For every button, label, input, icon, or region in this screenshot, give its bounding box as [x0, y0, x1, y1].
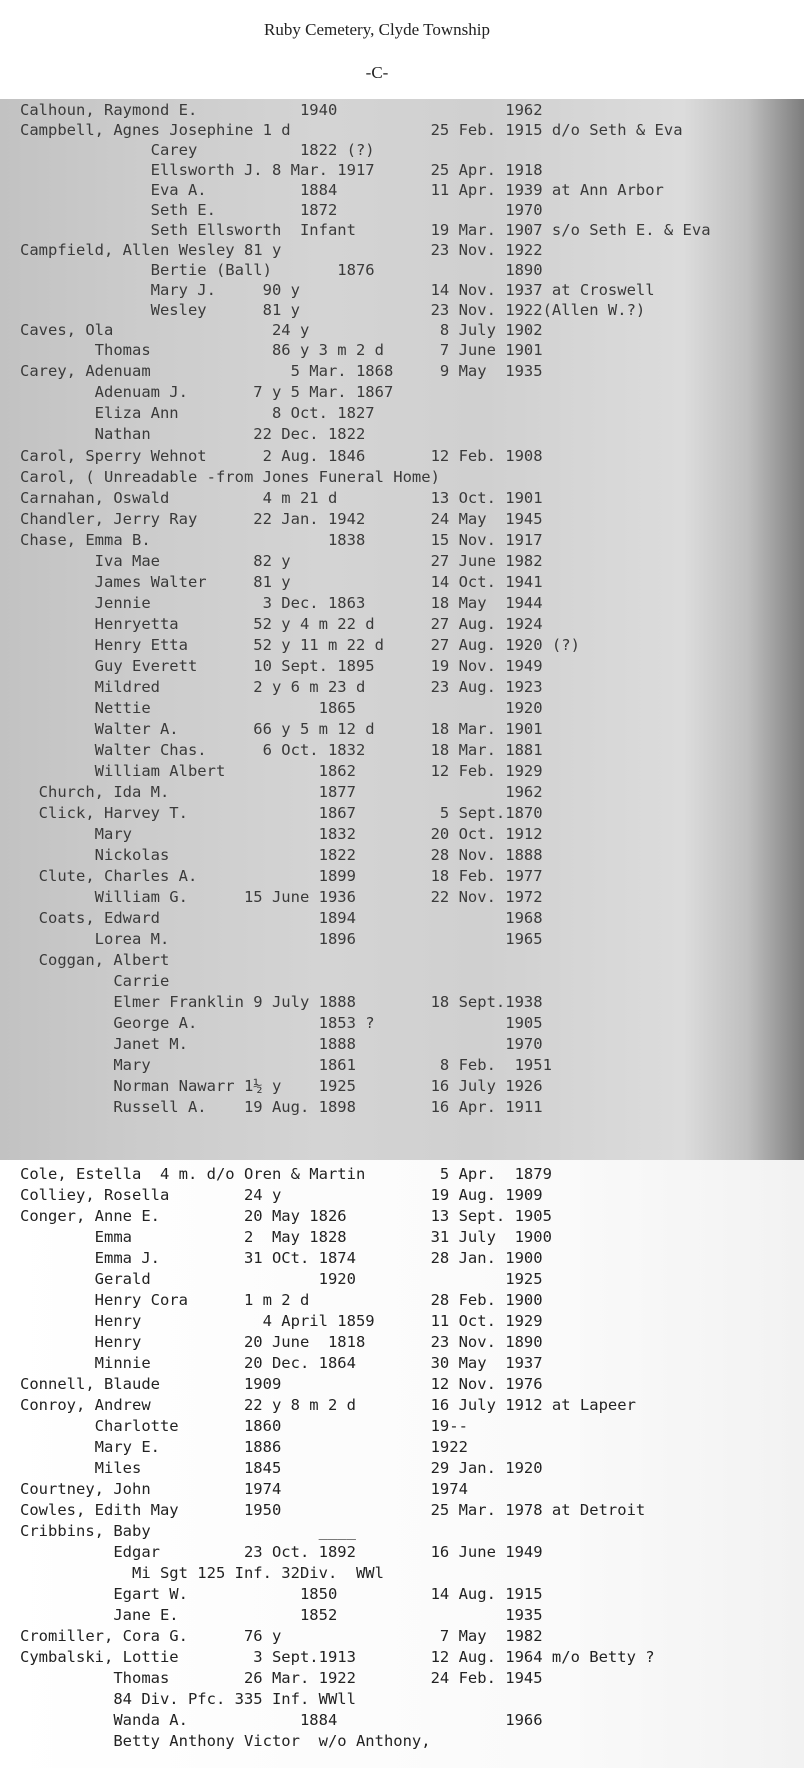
- record-line: Iva Mae 82 y 27 June 1982: [20, 552, 543, 570]
- page-title: Ruby Cemetery, Clyde Township: [264, 20, 490, 39]
- record-line: Wanda A. 1884 1966: [20, 1711, 543, 1729]
- record-line: Thomas 86 y 3 m 2 d 7 June 1901: [20, 341, 543, 359]
- record-line: Cymbalski, Lottie 3 Sept.1913 12 Aug. 1964 m/o Betty ?: [20, 1648, 655, 1666]
- record-line: Carrie: [20, 972, 170, 990]
- record-line: Charlotte 1860 19--: [20, 1417, 468, 1435]
- record-line: Carol, Sperry Wehnot 2 Aug. 1846 12 Feb. 1908: [20, 447, 543, 465]
- record-line: Russell A. 19 Aug. 1898 16 Apr. 1911: [20, 1098, 543, 1116]
- record-line: Jennie 3 Dec. 1863 18 May 1944: [20, 594, 543, 612]
- record-line: Gerald 1920 1925: [20, 1270, 543, 1288]
- record-line: Nettie 1865 1920: [20, 699, 543, 717]
- record-line: Nickolas 1822 28 Nov. 1888: [20, 846, 543, 864]
- record-line: Emma J. 31 OCt. 1874 28 Jan. 1900: [20, 1249, 543, 1267]
- scanned-list-block-upper: [0, 99, 804, 1160]
- record-line: Mi Sgt 125 Inf. 32Div. WWl: [20, 1564, 384, 1582]
- record-line: Cowles, Edith May 1950 25 Mar. 1978 at Detroit: [20, 1501, 646, 1519]
- record-line: Egart W. 1850 14 Aug. 1915: [20, 1585, 543, 1603]
- record-line: 84 Div. Pfc. 335 Inf. WWll: [20, 1690, 356, 1708]
- record-line: Henry Cora 1 m 2 d 28 Feb. 1900: [20, 1291, 543, 1309]
- record-line: Henryetta 52 y 4 m 22 d 27 Aug. 1924: [20, 615, 543, 633]
- record-line: Norman Nawarr 1½ y 1925 16 July 1926: [20, 1077, 543, 1095]
- record-line: Mary 1861 8 Feb. 1951: [20, 1056, 552, 1074]
- record-line: Campfield, Allen Wesley 81 y 23 Nov. 1922: [20, 241, 543, 259]
- record-line: Conger, Anne E. 20 May 1826 13 Sept. 1905: [20, 1207, 552, 1225]
- record-line: Bertie (Ball) 1876 1890: [20, 261, 543, 279]
- record-line: Henry 20 June 1818 23 Nov. 1890: [20, 1333, 543, 1351]
- record-line: Mary 1832 20 Oct. 1912: [20, 825, 543, 843]
- record-line: Ellsworth J. 8 Mar. 1917 25 Apr. 1918: [20, 161, 543, 179]
- record-line: Colliey, Rosella 24 y 19 Aug. 1909: [20, 1186, 543, 1204]
- record-line: Miles 1845 29 Jan. 1920: [20, 1459, 543, 1477]
- record-line: Courtney, John 1974 1974: [20, 1480, 468, 1498]
- record-line: Carey, Adenuam 5 Mar. 1868 9 May 1935: [20, 362, 543, 380]
- record-line: Elmer Franklin 9 July 1888 18 Sept.1938: [20, 993, 543, 1011]
- record-line: Conroy, Andrew 22 y 8 m 2 d 16 July 1912 at Lapeer: [20, 1396, 636, 1414]
- record-line: Emma 2 May 1828 31 July 1900: [20, 1228, 552, 1246]
- record-line: Walter A. 66 y 5 m 12 d 18 Mar. 1901: [20, 720, 543, 738]
- record-line: Seth Ellsworth Infant 19 Mar. 1907 s/o Seth E. & Eva: [20, 221, 711, 239]
- record-line: Adenuam J. 7 y 5 Mar. 1867: [20, 383, 394, 401]
- record-line: George A. 1853 ? 1905: [20, 1014, 543, 1032]
- record-line: Guy Everett 10 Sept. 1895 19 Nov. 1949: [20, 657, 543, 675]
- record-line: James Walter 81 y 14 Oct. 1941: [20, 573, 543, 591]
- record-line: Wesley 81 y 23 Nov. 1922(Allen W.?): [20, 301, 646, 319]
- record-line: Nathan 22 Dec. 1822: [20, 425, 366, 443]
- record-line: Mildred 2 y 6 m 23 d 23 Aug. 1923: [20, 678, 543, 696]
- record-line: Carey 1822 (?): [20, 141, 375, 159]
- record-line: Caves, Ola 24 y 8 July 1902: [20, 321, 543, 339]
- section-letter: -C-: [365, 63, 389, 82]
- record-line: Henry 4 April 1859 11 Oct. 1929: [20, 1312, 543, 1330]
- record-line: Chase, Emma B. 1838 15 Nov. 1917: [20, 531, 543, 549]
- record-line: Lorea M. 1896 1965: [20, 930, 543, 948]
- record-line: Cromiller, Cora G. 76 y 7 May 1982: [20, 1627, 543, 1645]
- record-line: Seth E. 1872 1970: [20, 201, 543, 219]
- record-line: Henry Etta 52 y 11 m 22 d 27 Aug. 1920 (?): [20, 636, 580, 654]
- record-line: Clute, Charles A. 1899 18 Feb. 1977: [20, 867, 543, 885]
- record-line: Eva A. 1884 11 Apr. 1939 at Ann Arbor: [20, 181, 664, 199]
- record-line: Walter Chas. 6 Oct. 1832 18 Mar. 1881: [20, 741, 543, 759]
- record-line: William Albert 1862 12 Feb. 1929: [20, 762, 543, 780]
- record-line: Thomas 26 Mar. 1922 24 Feb. 1945: [20, 1669, 543, 1687]
- record-line: Church, Ida M. 1877 1962: [20, 783, 543, 801]
- record-line: Campbell, Agnes Josephine 1 d 25 Feb. 1915 d/o Seth & Eva: [20, 121, 683, 139]
- record-line: Edgar 23 Oct. 1892 16 June 1949: [20, 1543, 543, 1561]
- record-line: Eliza Ann 8 Oct. 1827: [20, 404, 375, 422]
- record-line: Janet M. 1888 1970: [20, 1035, 543, 1053]
- record-line: Carol, ( Unreadable -from Jones Funeral Home): [20, 468, 440, 486]
- record-line: Connell, Blaude 1909 12 Nov. 1976: [20, 1375, 543, 1393]
- scanned-list-block-lower: [0, 1160, 804, 1768]
- record-line: Mary E. 1886 1922: [20, 1438, 468, 1456]
- record-line: Jane E. 1852 1935: [20, 1606, 543, 1624]
- record-line: Coggan, Albert: [20, 951, 170, 969]
- record-line: Betty Anthony Victor w/o Anthony,: [20, 1732, 431, 1750]
- record-line: Carnahan, Oswald 4 m 21 d 13 Oct. 1901: [20, 489, 543, 507]
- record-line: Click, Harvey T. 1867 5 Sept.1870: [20, 804, 543, 822]
- record-line: Mary J. 90 y 14 Nov. 1937 at Croswell: [20, 281, 655, 299]
- record-line: Coats, Edward 1894 1968: [20, 909, 543, 927]
- record-line: Cribbins, Baby ____: [20, 1522, 356, 1540]
- record-line: William G. 15 June 1936 22 Nov. 1972: [20, 888, 543, 906]
- record-line: Cole, Estella 4 m. d/o Oren & Martin 5 Apr. 1879: [20, 1165, 552, 1183]
- record-line: Minnie 20 Dec. 1864 30 May 1937: [20, 1354, 543, 1372]
- record-line: Calhoun, Raymond E. 1940 1962: [20, 101, 543, 119]
- record-line: Chandler, Jerry Ray 22 Jan. 1942 24 May 1945: [20, 510, 543, 528]
